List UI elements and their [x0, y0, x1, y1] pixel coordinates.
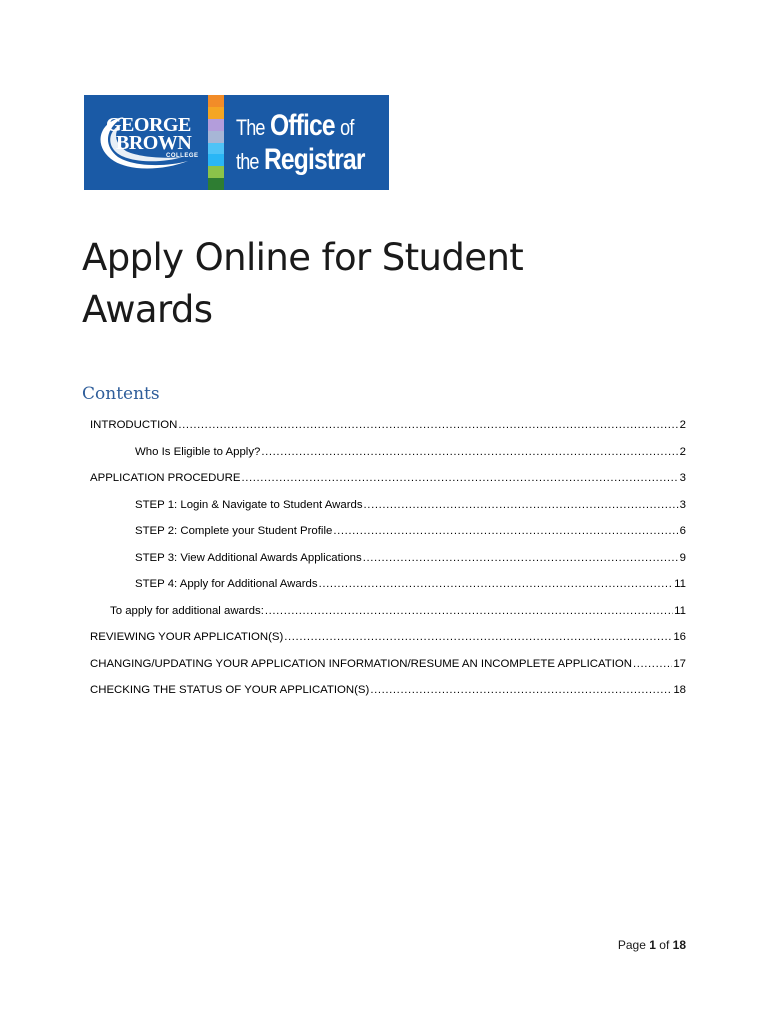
- toc-entry-page: 3: [679, 498, 686, 511]
- footer-total-pages: 18: [672, 938, 686, 952]
- toc-entry-page: 11: [674, 578, 686, 590]
- footer-current-page: 1: [649, 938, 656, 952]
- toc-entry-page: 3: [679, 472, 686, 484]
- toc-entry[interactable]: [90, 655, 686, 673]
- logo-stripe: [208, 95, 224, 107]
- toc-entry[interactable]: [135, 549, 686, 567]
- toc-entry-label: STEP 2: Complete your Student Profile: [135, 525, 333, 537]
- footer-of-word: of: [659, 938, 670, 952]
- logo-stripe: [208, 166, 224, 178]
- logo-stripe: [208, 119, 224, 131]
- toc-entry-label: STEP 3: View Additional Awards Applications: [135, 551, 362, 564]
- office-word-the-2: the: [236, 149, 259, 174]
- registrar-logo: [84, 95, 389, 190]
- toc-entry-label: REVIEWING YOUR APPLICATION(S): [90, 631, 284, 643]
- toc-entry-label: STEP 4: Apply for Additional Awards: [135, 578, 318, 590]
- logo-stripe: [208, 107, 224, 119]
- office-word-registrar: Registrar: [263, 143, 365, 176]
- toc-entry-page: 2: [679, 445, 686, 458]
- logo-brown-text: BROWN: [116, 132, 192, 154]
- logo-stripe: [208, 131, 224, 143]
- toc-entry-page: 18: [673, 684, 686, 696]
- toc-entry-page: 2: [679, 419, 686, 431]
- toc-entry-page: 6: [679, 525, 686, 537]
- toc-entry-page: 11: [674, 604, 686, 617]
- office-name-line1: [236, 109, 354, 143]
- page-number-footer: [618, 938, 686, 952]
- toc-entry[interactable]: [135, 522, 686, 540]
- toc-entry[interactable]: [90, 681, 686, 699]
- logo-stripe: [208, 154, 224, 166]
- toc-entry[interactable]: [135, 575, 686, 593]
- document-title-line1: Apply Online for Student: [82, 236, 524, 279]
- toc-entry[interactable]: [90, 469, 686, 487]
- toc-entry[interactable]: [90, 416, 686, 434]
- toc-dot-leader: [178, 416, 678, 434]
- college-logo-mark: [84, 95, 208, 190]
- toc-dot-leader: [364, 496, 679, 514]
- office-word-of: of: [340, 115, 354, 140]
- toc-dot-leader: [261, 443, 678, 461]
- toc-entry[interactable]: [90, 628, 686, 646]
- logo-stripe: [208, 178, 224, 190]
- document-title-line2: Awards: [82, 288, 213, 331]
- toc-entry-label: Who Is Eligible to Apply?: [135, 445, 261, 458]
- toc-entry-label: CHANGING/UPDATING YOUR APPLICATION INFORMATION/RESUME AN INCOMPLETE APPLICATION: [90, 657, 632, 670]
- toc-entry-page: 17: [673, 657, 686, 670]
- toc-dot-leader: [241, 469, 678, 487]
- toc-entry-label: INTRODUCTION: [90, 419, 178, 431]
- toc-dot-leader: [633, 655, 672, 673]
- toc-entry-label: STEP 1: Login & Navigate to Student Awards: [135, 498, 363, 511]
- logo-college-text: COLLEGE: [166, 153, 199, 159]
- toc-dot-leader: [370, 681, 672, 699]
- toc-entry[interactable]: [110, 602, 686, 620]
- office-word-the: The: [236, 115, 265, 140]
- office-name-line2: [236, 143, 365, 177]
- toc-dot-leader: [333, 522, 678, 540]
- footer-page-word: Page: [617, 938, 646, 952]
- office-name: [224, 95, 389, 190]
- toc-dot-leader: [265, 602, 673, 620]
- toc-entry-label: To apply for additional awards:: [110, 604, 264, 617]
- office-word-office: Office: [269, 109, 335, 142]
- toc-entry[interactable]: [135, 443, 686, 461]
- toc-entry-label: CHECKING THE STATUS OF YOUR APPLICATION(S): [90, 684, 370, 696]
- toc-entry-page: 16: [673, 631, 686, 643]
- toc-dot-leader: [319, 575, 674, 593]
- logo-george-text: GEORGE: [106, 114, 191, 136]
- toc-entry[interactable]: [135, 496, 686, 514]
- toc-dot-leader: [363, 549, 679, 567]
- contents-heading: Contents: [82, 384, 160, 404]
- document-title: [82, 232, 682, 336]
- logo-color-stripes: [208, 95, 224, 190]
- toc-dot-leader: [284, 628, 672, 646]
- toc-entry-page: 9: [679, 551, 686, 564]
- logo-stripe: [208, 143, 224, 155]
- toc-entry-label: APPLICATION PROCEDURE: [90, 472, 241, 484]
